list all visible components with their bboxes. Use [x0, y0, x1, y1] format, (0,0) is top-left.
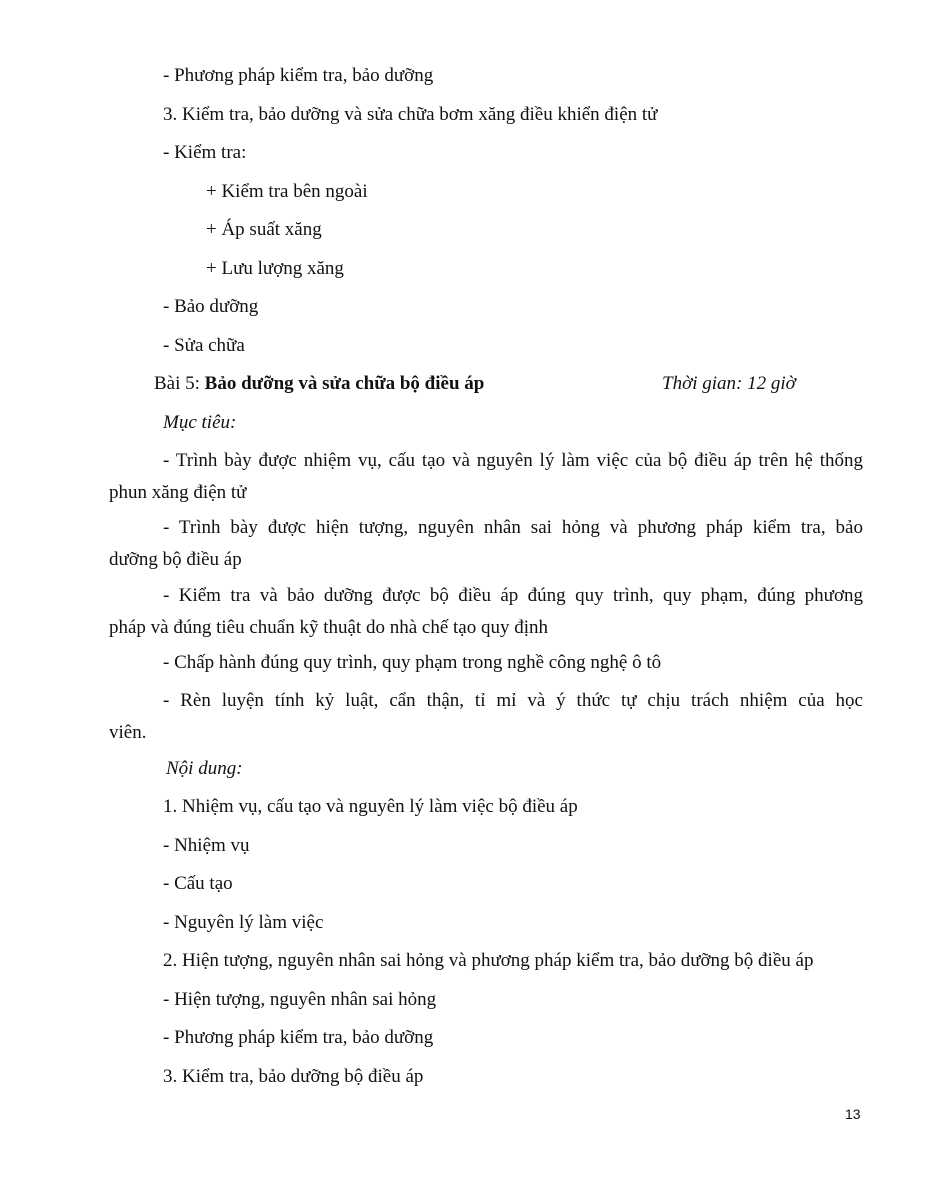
text-line: - Trình bày được nhiệm vụ, cấu tạo và nguyên lý làm việc của bộ điều áp trên hệ thống [163, 450, 863, 471]
lesson-title [154, 372, 484, 396]
text-line: - Cấu tạo [163, 873, 233, 894]
text-line: pháp và đúng tiêu chuẩn kỹ thuật do nhà chế tạo quy định [109, 617, 549, 638]
objective-paragraph [109, 689, 863, 745]
text-line: - Trình bày được hiện tượng, nguyên nhân sai hỏng và phương pháp kiểm tra, bảo [163, 517, 863, 538]
text-line: - Phương pháp kiểm tra, bảo dưỡng [163, 65, 434, 86]
sub-item: + Áp suất xăng [206, 219, 322, 240]
section-heading: 3. Kiểm tra, bảo dưỡng bộ điều áp [163, 1066, 424, 1087]
text-line: - Nhiệm vụ [163, 835, 250, 856]
text-line: dưỡng bộ điều áp [109, 549, 242, 570]
sub-item: + Kiểm tra bên ngoài [206, 181, 368, 202]
lesson-time: Thời gian: 12 giờ [662, 373, 796, 394]
lesson-title-text: Bảo dưỡng và sửa chữa bộ điều áp [204, 373, 485, 394]
content-heading: Nội dung: [166, 758, 243, 779]
text-line: - Nguyên lý làm việc [163, 912, 324, 933]
lesson-prefix: Bài 5: [154, 373, 205, 394]
objectives-heading: Mục tiêu: [163, 412, 237, 433]
objective-paragraph [109, 516, 863, 572]
objective-paragraph [109, 449, 863, 505]
text-line: - Kiểm tra và bảo dưỡng được bộ điều áp đúng quy trình, quy phạm, đúng phương [163, 585, 863, 606]
text-line: - Rèn luyện tính kỷ luật, cẩn thận, tỉ mỉ và ý thức tự chịu trách nhiệm của học [163, 690, 863, 711]
sub-item: + Lưu lượng xăng [206, 258, 344, 279]
objective-paragraph [109, 584, 863, 640]
section-heading: 3. Kiểm tra, bảo dưỡng và sửa chữa bơm xăng điều khiển điện tử [163, 104, 658, 125]
text-line: - Sửa chữa [163, 335, 245, 356]
text-line: - Bảo dưỡng [163, 296, 259, 317]
text-line: phun xăng điện tử [109, 482, 247, 503]
section-heading: 2. Hiện tượng, nguyên nhân sai hỏng và phương pháp kiểm tra, bảo dưỡng bộ điều áp [163, 950, 814, 971]
section-heading: 1. Nhiệm vụ, cấu tạo và nguyên lý làm việc bộ điều áp [163, 796, 578, 817]
text-line: - Chấp hành đúng quy trình, quy phạm trong nghề công nghệ ô tô [163, 652, 662, 673]
page-number: 13 [845, 1106, 861, 1122]
text-line: - Phương pháp kiểm tra, bảo dưỡng [163, 1027, 434, 1048]
text-line: - Hiện tượng, nguyên nhân sai hỏng [163, 989, 437, 1010]
text-line: - Kiểm tra: [163, 142, 247, 163]
text-line: viên. [109, 722, 147, 743]
